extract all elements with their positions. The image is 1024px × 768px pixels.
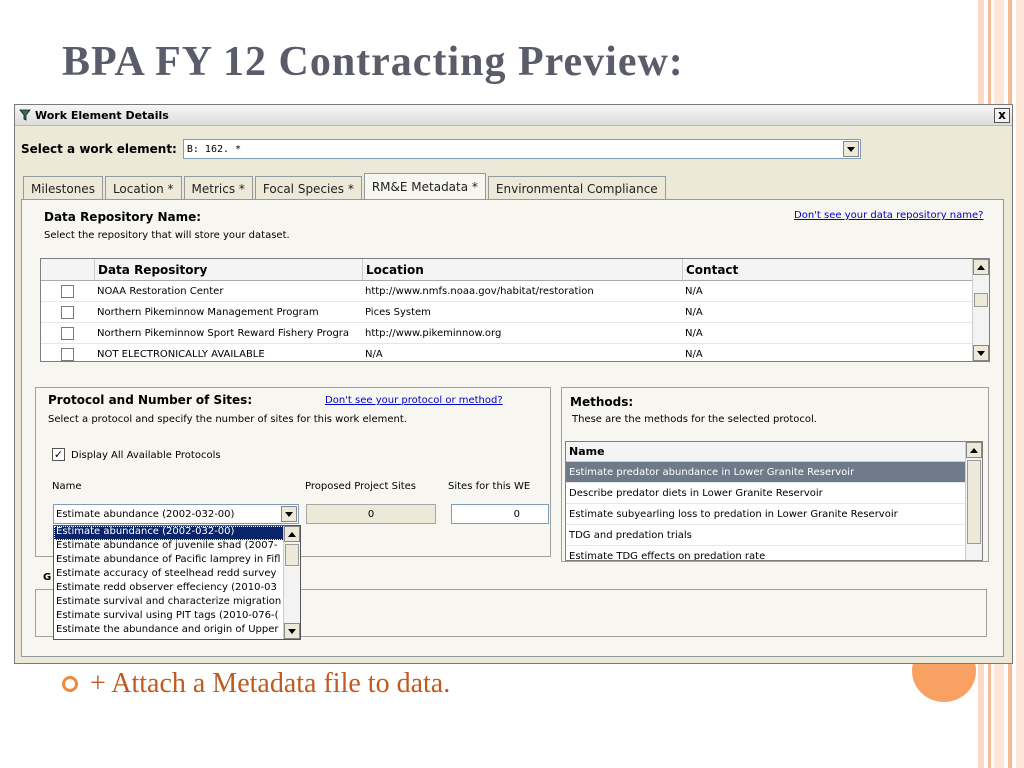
bullet-text: + Attach a Metadata file to data.	[90, 668, 451, 699]
repository-location: N/A	[365, 348, 383, 360]
repository-table-header	[41, 259, 989, 281]
repository-title: Data Repository Name:	[44, 210, 202, 224]
repository-location: Pices System	[365, 306, 431, 318]
work-element-label: Select a work element:	[21, 142, 177, 156]
list-item[interactable]: Estimate TDG effects on predation rate	[566, 546, 966, 561]
repository-name: Northern Pikeminnow Sport Reward Fishery Progra	[97, 327, 350, 339]
partial-group-label: G	[43, 572, 52, 583]
table-row[interactable]	[41, 281, 989, 302]
methods-list	[565, 441, 983, 561]
tab-bar	[23, 173, 668, 200]
repository-name: Northern Pikeminnow Management Program	[97, 306, 319, 318]
dropdown-option[interactable]: Estimate the abundance and origin of Upper	[56, 624, 279, 635]
methods-column-header[interactable]: Name	[566, 442, 966, 462]
scroll-thumb[interactable]	[285, 544, 299, 566]
repository-contact: N/A	[685, 306, 703, 318]
row-checkbox[interactable]	[61, 327, 74, 340]
missing-protocol-link[interactable]: Don't see your protocol or method?	[325, 395, 503, 406]
bullet-ring-icon	[62, 676, 78, 692]
protocol-selected-value: Estimate abundance (2002-032-00)	[56, 508, 235, 520]
sites-for-we-label: Sites for this WE	[448, 481, 531, 492]
dropdown-scrollbar[interactable]	[283, 526, 300, 639]
proposed-sites-label: Proposed Project Sites	[305, 481, 417, 492]
dropdown-option[interactable]: Estimate survival and characterize migration	[56, 596, 282, 607]
work-element-window	[14, 104, 1013, 664]
protocol-subtitle: Select a protocol and specify the number of sites for this work element.	[48, 414, 407, 425]
repository-name: NOT ELECTRONICALLY AVAILABLE	[97, 348, 265, 360]
missing-repository-link[interactable]: Don't see your data repository name?	[794, 210, 984, 221]
repository-location: http://www.pikeminnow.org	[365, 327, 502, 339]
table-row[interactable]	[41, 344, 989, 362]
column-header-repository[interactable]: Data Repository	[95, 259, 363, 280]
chevron-down-icon[interactable]	[281, 506, 297, 522]
repository-scrollbar[interactable]	[972, 259, 989, 361]
scroll-up-icon[interactable]	[966, 442, 982, 458]
tab-rme-metadata[interactable]: RM&E Metadata *	[364, 173, 486, 200]
list-item[interactable]: Estimate predator abundance in Lower Granite Reservoir	[566, 462, 966, 483]
table-row[interactable]	[41, 302, 989, 323]
scroll-thumb[interactable]	[967, 460, 981, 544]
row-checkbox[interactable]	[61, 285, 74, 298]
dropdown-option[interactable]: Estimate survival using PIT tags (2010-076-(	[56, 610, 279, 621]
proposed-sites-field: 0	[306, 504, 436, 524]
repository-contact: N/A	[685, 285, 703, 297]
scroll-down-icon[interactable]	[973, 345, 989, 361]
sites-for-we-input[interactable]: 0	[451, 504, 549, 524]
display-all-checkbox[interactable]: ✓	[53, 448, 64, 461]
protocol-title: Protocol and Number of Sites:	[48, 393, 253, 407]
tab-focal-species[interactable]: Focal Species *	[255, 176, 362, 200]
slide-title: BPA FY 12 Contracting Preview:	[62, 39, 684, 85]
repository-location: http://www.nmfs.noaa.gov/habitat/restoration	[365, 285, 594, 297]
window-title: Work Element Details	[35, 108, 169, 122]
repository-subtitle: Select the repository that will store your dataset.	[44, 230, 290, 241]
funnel-icon	[19, 109, 31, 121]
list-item[interactable]: Estimate subyearling loss to predation in Lower Granite Reservoir	[566, 504, 966, 525]
name-label: Name	[52, 481, 82, 492]
work-element-value: B: 162. *	[186, 143, 242, 155]
list-item[interactable]: Describe predator diets in Lower Granite Reservoir	[566, 483, 966, 504]
repository-contact: N/A	[685, 348, 703, 360]
dropdown-option[interactable]: Estimate abundance of Pacific lamprey in Fifl	[56, 554, 281, 565]
repository-table	[40, 258, 990, 362]
methods-scrollbar[interactable]	[965, 442, 982, 560]
close-button[interactable]: x	[994, 108, 1010, 123]
bullet-item	[62, 668, 450, 700]
dropdown-option[interactable]: Estimate redd observer effeciency (2010-03	[56, 582, 277, 593]
tab-location[interactable]: Location *	[105, 176, 182, 200]
scroll-down-icon[interactable]	[284, 623, 300, 639]
protocol-dropdown-list	[53, 525, 301, 640]
row-checkbox[interactable]	[61, 348, 74, 361]
protocol-select[interactable]	[53, 504, 299, 524]
tab-environmental-compliance[interactable]: Environmental Compliance	[488, 176, 666, 200]
tab-metrics[interactable]: Metrics *	[184, 176, 253, 200]
row-checkbox[interactable]	[61, 306, 74, 319]
display-all-label: Display All Available Protocols	[71, 450, 221, 461]
scroll-up-icon[interactable]	[284, 526, 300, 542]
window-titlebar[interactable]	[15, 105, 1012, 126]
table-row[interactable]	[41, 323, 989, 344]
column-header-location[interactable]: Location	[363, 259, 683, 280]
scroll-up-icon[interactable]	[973, 259, 989, 275]
tab-milestones[interactable]: Milestones	[23, 176, 103, 200]
slide-stripe	[1016, 0, 1024, 768]
dropdown-option[interactable]: Estimate abundance (2002-032-00)	[54, 526, 284, 540]
dropdown-option[interactable]: Estimate accuracy of steelhead redd survey	[56, 568, 277, 579]
work-element-select[interactable]	[183, 139, 861, 159]
repository-name: NOAA Restoration Center	[97, 285, 224, 297]
chevron-down-icon[interactable]	[843, 141, 859, 157]
checkbox-column-header	[41, 259, 95, 280]
work-element-select-row	[21, 139, 861, 159]
column-header-contact[interactable]: Contact	[686, 262, 739, 277]
list-item[interactable]: TDG and predation trials	[566, 525, 966, 546]
methods-subtitle: These are the methods for the selected protocol.	[572, 414, 817, 425]
scroll-thumb[interactable]	[974, 293, 988, 307]
methods-title: Methods:	[570, 395, 634, 409]
dropdown-option[interactable]: Estimate abundance of juvenile shad (2007-	[56, 540, 278, 551]
repository-contact: N/A	[685, 327, 703, 339]
